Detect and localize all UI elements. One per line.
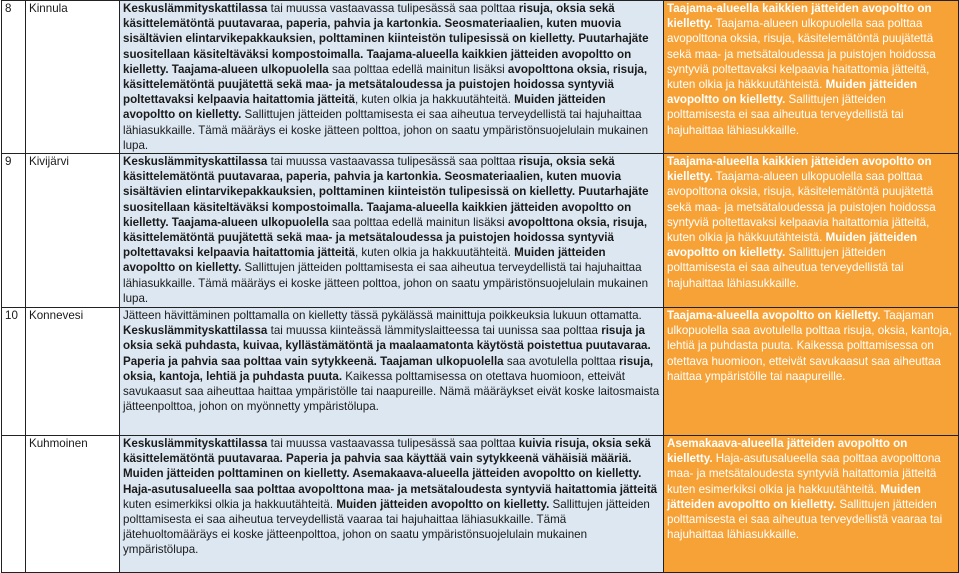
bold-text-segment: Keskuslämmityskattilassa	[123, 437, 268, 451]
text-segment: saa polttaa edellä mainitun lisäksi	[328, 62, 508, 76]
text-segment: saa avotulella polttaa	[503, 354, 619, 368]
open-burning-summary	[664, 154, 959, 308]
bold-text-segment: risuja ja oksia sekä puhdasta, kuivaa, kyllästämätöntä ja maalaamatonta käytöstä poistettua puutavaraa. Paperia ja pahvia saa polttaa vain sytykkeenä. Taajaman ulkopuolella	[123, 324, 651, 368]
bold-text-segment: Taajama-alueella kaikkien jätteiden avopoltto on kielletty.	[667, 155, 932, 184]
text-segment: , kuten olkia ja hakkuutähteitä.	[354, 93, 515, 107]
row-number: 9	[2, 154, 26, 308]
bold-text-segment: kuivia risuja, oksia sekä käsittelemätöntä puutavaraa. Paperia ja pahvia saa käyttää vain sytykkeenä vähäisiä määriä. Muiden jätteiden polttaminen on kielletty. Asemakaava-alueella jätteiden avopoltto on kielletty. Haja-asutusalueella saa polttaa avopolttona maa- ja metsätaloudesta syntyviä haitattomia jätteitä	[123, 437, 658, 496]
bold-text-segment: Muiden jätteiden avopoltto on kielletty.	[123, 93, 606, 122]
table-row	[2, 436, 959, 573]
bold-text-segment: risuja, oksia, kantoja, lehtiä ja puhdasta puuta.	[123, 354, 654, 383]
open-burning-summary	[664, 308, 959, 436]
text-segment: Sallittujen jätteiden polttamisesta ei saa aiheutua terveydellistä tai hajuhaittaa lähiasukkaille.	[667, 246, 904, 290]
bold-text-segment: Taajama-alueella avopoltto on kielletty.	[667, 309, 881, 323]
text-segment: saa polttaa edellä mainitun lisäksi	[328, 215, 508, 229]
bold-text-segment: Keskuslämmityskattilassa	[123, 155, 268, 169]
text-segment: Taajama-alueen ulkopuolella saa polttaa avopolttona oksia, risuja, käsitelemätöntä puujätettä sekä maa- ja metsätaloudessa ja puistojen hoidossa syntyviä poltettavaksi kelpaavia haitattomia jätteitä, kuten olkia ja häkkuutähteistä.	[667, 17, 936, 92]
row-number: 8	[2, 1, 26, 154]
municipality-name: Kuhmoinen	[26, 436, 120, 573]
open-burning-summary	[664, 1, 959, 154]
bold-text-segment: Muiden jätteiden avopoltto on kielletty.	[667, 78, 918, 107]
municipality-name: Kivijärvi	[26, 154, 120, 308]
bold-text-segment: avopolttona oksia, risuja, käsittelemätöntä puujätettä sekä maa- ja metsätaloudessa ja puistojen hoidossa syntyviä poltettavaksi kelpaavia haitattomia jätteitä	[123, 62, 648, 107]
open-burning-summary	[664, 436, 959, 573]
text-segment: Sallittujen jätteiden polttamisesta ei saa aiheutua terveydellistä tai hajuhaittaa lähiasukkaille. Tämä määräys ei koske jätteen polttoa, johon on saatu ympäristönsuojelulain mukainen lupa.	[123, 108, 649, 152]
bold-text-segment: Asemakaava-alueella jätteiden avopoltto on kielletty.	[667, 437, 908, 466]
text-segment: Sallittujen jätteiden polttamisesta ei saa aiheutua terveydellistä tai hajuhaittaa lähiasukkaille. Tämä määräys ei koske jätteen polttoa, johon on saatu ympäristönsuojelulain mukainen lupa.	[123, 261, 649, 305]
regulation-text	[120, 154, 664, 308]
text-segment: tai muussa kiinteässä lämmityslaitteessa tai uunissa saa polttaa	[267, 324, 602, 338]
bold-text-segment: Keskuslämmityskattilassa	[123, 324, 268, 338]
text-segment: Sallittujen jätteiden polttamisesta ei saa aiheutua terveydellistä tai hajuhaittaa lähiasukkaille.	[667, 93, 904, 137]
text-segment: Taajama-alueen ulkopuolella saa polttaa avopolttona oksia, risuja, käsitelemätöntä puujätettä sekä maa- ja metsätaloudessa ja puistojen hoidossa syntyviä poltettavaksi kelpaavia haitattomia jätteitä, kuten olkia ja häkkuutähteistä.	[667, 170, 936, 245]
text-segment: Kaikessa polttamisessa on otettava huomioon, etteivät savukaasut saa aiheuttaa haittaa ympäristölle tai naapureille. Nämä määräykset eivät koske laitosmaista jätteenpolttoa, johon on myönnetty ympäristölupa.	[123, 369, 660, 414]
bold-text-segment: Muiden jätteiden avopoltto on kielletty.	[667, 482, 921, 511]
municipality-name: Konnevesi	[26, 308, 120, 436]
regulation-text	[120, 308, 664, 436]
bold-text-segment: risuja, oksia sekä käsittelemätöntä puutavaraa, paperia, pahvia ja kartonkia. Seosmateriaalien, kuten muovia sisältävien elintarvikepakkauksien, polttaminen kiinteistön tulipesissä on kielletty. Puutarhajäte suositellaan käsiteltäväksi kompostoimalla. Taajama-alueella kaikkien jätteiden avopoltto on kielletty. Taajama-alueen ulkopuolella	[123, 155, 649, 229]
bold-text-segment: Muiden jätteiden avopoltto on kielletty.	[336, 497, 550, 511]
bold-text-segment: Keskuslämmityskattilassa	[123, 2, 268, 15]
text-segment: Jätteen hävittäminen polttamalla on kielletty tässä pykälässä mainittuja poikkeuksia lukuun ottamatta.	[123, 309, 642, 323]
text-segment: Sallittujen jätteiden polttamisesta ei saa aiheutua terveydellistä vaaraa tai hajuhaittaa lähiasukkaille. Tämä jätehuoltomääräys ei koske jätteenpolttoa, johon on saatu ympäristönsuojelulain mukainen ympäristölupa.	[123, 497, 650, 557]
text-segment: Haja-asutusalueella saa polttaa avopolttona maa- ja metsätaloudesta syntyviä haitattomia jätteitä kuten esimerkiksi olkia ja hakkuutähteitä.	[667, 452, 941, 496]
table-row	[2, 154, 959, 308]
text-segment: kuten esimerkiksi olkia ja hakkuutähteitä.	[123, 497, 337, 511]
bold-text-segment: Muiden jätteiden avopoltto on kielletty.	[123, 246, 606, 275]
text-segment: Sallittujen jätteiden polttamisesta ei saa aiheutua terveydellistä vaaraa tai hajuhaittaa lähiasukkaille.	[667, 497, 943, 542]
table-row	[2, 308, 959, 436]
text-segment: tai muussa vastaavassa tulipesässä saa polttaa	[267, 437, 519, 451]
row-number	[2, 436, 26, 573]
text-segment: tai muussa vastaavassa tulipesässä saa polttaa	[267, 155, 519, 169]
table-row	[2, 1, 959, 154]
municipality-name: Kinnula	[26, 1, 120, 154]
text-segment: tai muussa vastaavassa tulipesässä saa polttaa	[267, 2, 519, 15]
regulations-table	[1, 0, 959, 573]
text-segment: , kuten olkia ja hakkuutähteitä.	[354, 246, 515, 260]
bold-text-segment: Taajama-alueella kaikkien jätteiden avopoltto on kielletty.	[667, 2, 932, 31]
bold-text-segment: avopolttona oksia, risuja, käsittelemätöntä puujätettä sekä maa- ja metsätaloudessa ja puistojen hoidossa syntyviä poltettavaksi kelpaavia haitattomia jätteitä	[123, 215, 648, 260]
regulation-text	[120, 1, 664, 154]
bold-text-segment: Muiden jätteiden avopoltto on kielletty.	[667, 231, 918, 260]
row-number: 10	[2, 308, 26, 436]
text-segment: Taajaman ulkopuolella saa avotulella polttaa risuja, oksia, kantoja, lehtiä ja puhdasta puuta. Kaikessa polttamisessa on otettava huomioon, etteivät savukaasut saa aiheuttaa haittaa ympäristölle tai naapureille.	[667, 309, 952, 383]
regulation-text	[120, 436, 664, 573]
bold-text-segment: risuja, oksia sekä käsittelemätöntä puutavaraa, paperia, pahvia ja kartonkia. Seosmateriaalien, kuten muovia sisältävien elintarvikepakkauksien, polttaminen kiinteistön tulipesissä on kielletty. Puutarhajäte suositellaan käsiteltäväksi kompostoimalla. Taajama-alueella kaikkien jätteiden avopoltto on kielletty. Taajama-alueen ulkopuolella	[123, 2, 649, 76]
